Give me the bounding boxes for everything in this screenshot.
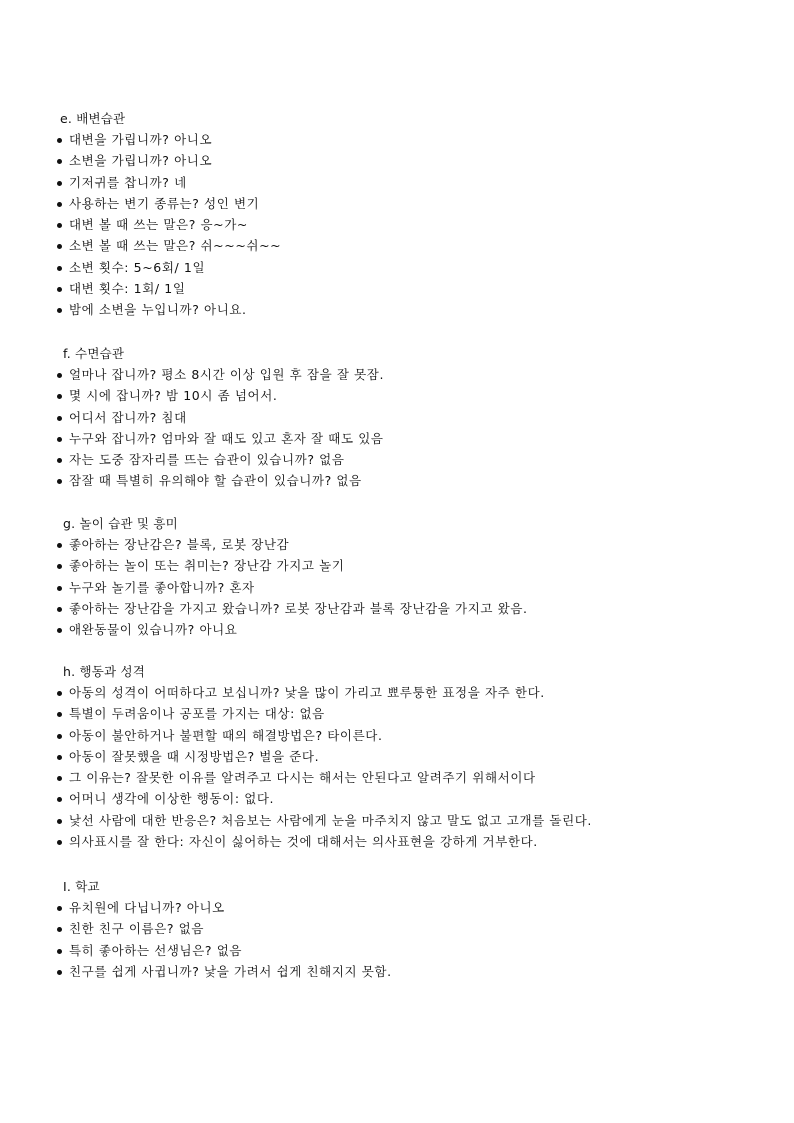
list-item	[56, 831, 756, 852]
bullet-icon	[57, 586, 62, 591]
bullet-icon	[57, 543, 62, 548]
section-title: h. 행동과 성격	[63, 664, 146, 679]
list-item	[56, 746, 756, 767]
bullet-icon	[57, 797, 62, 802]
list-item-text: 누구와 놀기를 좋아합니까? 혼자	[69, 579, 255, 595]
list-item	[56, 407, 756, 428]
list-item	[56, 961, 756, 982]
bullet-icon	[57, 755, 62, 760]
list-item-text: 대변 횟수: 1회/ 1일	[69, 281, 186, 297]
bullet-icon	[57, 628, 62, 633]
list-item-text: 잠잘 때 특별히 유의해야 할 습관이 있습니까? 없음	[69, 473, 362, 489]
list-item	[56, 725, 756, 746]
list-item-text: 좋아하는 놀이 또는 취미는? 장난감 가지고 놀기	[69, 558, 345, 574]
bullet-icon	[57, 840, 62, 845]
list-item	[56, 767, 756, 788]
list-item	[56, 129, 756, 150]
bullet-icon	[57, 394, 62, 399]
list-item-text: 애완동물이 있습니까? 아니요	[69, 622, 238, 638]
bullet-icon	[57, 287, 62, 292]
list-item-text: 자는 도중 잠자리를 뜨는 습관이 있습니까? 없음	[69, 452, 345, 468]
list-item-text: 밤에 소변을 누입니까? 아니요.	[69, 302, 247, 318]
list-item	[56, 598, 756, 619]
list-item	[56, 918, 756, 939]
list-item	[56, 555, 756, 576]
list-item-text: 사용하는 변기 종류는? 성인 변기	[69, 195, 260, 211]
list-item-text: 좋아하는 장난감은? 블록, 로봇 장난감	[69, 537, 290, 552]
list-item	[56, 682, 756, 703]
bullet-icon	[57, 244, 62, 249]
list-item	[56, 278, 756, 299]
list-item	[56, 257, 756, 278]
bullet-icon	[57, 819, 62, 824]
bullet-icon	[57, 564, 62, 569]
list-item-text: 소변을 가립니까? 아니오	[69, 153, 213, 169]
bullet-icon	[57, 927, 62, 932]
list-item	[56, 428, 756, 449]
bullet-icon	[57, 437, 62, 442]
list-item-text: 대변을 가립니까? 아니오	[69, 132, 213, 147]
bullet-icon	[57, 949, 62, 954]
bullet-icon	[57, 734, 62, 739]
section-play-habits	[56, 513, 756, 640]
list-item-text: 어디서 잡니까? 침대	[69, 409, 187, 425]
list-item-text: 아동이 잘못했을 때 시정방법은? 벌을 준다.	[69, 748, 320, 764]
bullet-icon	[57, 159, 62, 164]
list-item-text: 좋아하는 장난감을 가지고 왔습니까? 로봇 장난감과 블록 장난감을 가지고 왔음.	[69, 600, 528, 616]
list-item-text: 낯선 사람에 대한 반응은? 처음보는 사람에게 눈을 마주치지 않고 말도 없고 고개를 돌린다.	[69, 812, 592, 828]
bullet-icon	[57, 202, 62, 207]
list-item-text: 친구를 쉽게 사귑니까? 낯을 가려서 쉽게 친해지지 못함.	[69, 963, 392, 979]
list-item-text: 그 이유는? 잘못한 이유를 알려주고 다시는 해서는 안된다고 알려주기 위해서이다	[69, 770, 536, 786]
list-item-text: 어머니 생각에 이상한 행동이: 없다.	[69, 791, 275, 807]
section-title: g. 놀이 습관 및 흥미	[63, 516, 178, 531]
list-item-text: 아동이 불안하거나 불편할 때의 해결방법은? 타이른다.	[69, 727, 383, 743]
list-item	[56, 810, 756, 831]
list-item	[56, 703, 756, 724]
list-item-text: 몇 시에 잡니까? 밤 10시 좀 넘어서.	[69, 388, 278, 404]
bullet-icon	[57, 970, 62, 975]
bullet-icon	[57, 373, 62, 378]
list-item-text: 친한 친구 이름은? 없음	[69, 921, 205, 937]
list-item-text: 유치원에 다닙니까? 아니오	[69, 900, 225, 915]
list-item	[56, 193, 756, 214]
section-title: e. 배변습관	[60, 111, 126, 126]
bullet-icon	[57, 138, 62, 143]
list-item	[56, 364, 756, 385]
section-title: I. 학교	[63, 879, 100, 894]
bullet-icon	[57, 266, 62, 271]
list-item	[56, 214, 756, 235]
list-item	[56, 299, 756, 320]
list-item	[56, 940, 756, 961]
list-item	[56, 235, 756, 256]
bullet-icon	[57, 458, 62, 463]
list-item-text: 소변 횟수: 5~6회/ 1일	[69, 259, 206, 275]
list-item	[56, 385, 756, 406]
section-school	[56, 876, 756, 982]
list-item-text: 아동의 성격이 어떠하다고 보십니까? 낯을 많이 가리고 뾰루퉁한 표정을 자주 한다.	[69, 685, 545, 700]
list-item-text: 대변 볼 때 쓰는 말은? 응~가~	[69, 217, 248, 233]
list-item-text: 얼마나 잡니까? 평소 8시간 이상 입원 후 잠을 잘 못잠.	[69, 367, 385, 382]
list-item	[56, 172, 756, 193]
section-title: f. 수면습관	[63, 346, 125, 361]
bullet-icon	[57, 906, 62, 911]
bullet-icon	[57, 712, 62, 717]
bullet-icon	[57, 607, 62, 612]
section-behavior-personality	[56, 661, 756, 852]
list-item	[56, 449, 756, 470]
list-item	[56, 150, 756, 171]
section-elimination-habits	[56, 108, 756, 321]
list-item-text: 의사표시를 잘 한다: 자신이 싫어하는 것에 대해서는 의사표현을 강하게 거부한다.	[69, 834, 538, 850]
list-item-text: 소변 볼 때 쓰는 말은? 쉬~~~쉬~~	[69, 238, 282, 254]
list-item	[56, 577, 756, 598]
list-item	[56, 534, 756, 555]
bullet-icon	[57, 479, 62, 484]
list-item	[56, 470, 756, 491]
section-sleep-habits	[56, 343, 756, 492]
list-item-text: 특히 좋아하는 선생님은? 없음	[69, 942, 243, 958]
bullet-icon	[57, 691, 62, 696]
list-item-text: 누구와 잡니까? 엄마와 잘 때도 있고 혼자 잘 때도 있음	[69, 430, 384, 446]
list-item-text: 기저귀를 찹니까? 네	[69, 174, 187, 190]
list-item	[56, 619, 756, 640]
list-item-text: 특별이 두려움이나 공포를 가지는 대상: 없음	[69, 706, 325, 722]
list-item	[56, 897, 756, 918]
bullet-icon	[57, 308, 62, 313]
bullet-icon	[57, 416, 62, 421]
bullet-icon	[57, 223, 62, 228]
list-item	[56, 788, 756, 809]
bullet-icon	[57, 181, 62, 186]
bullet-icon	[57, 776, 62, 781]
